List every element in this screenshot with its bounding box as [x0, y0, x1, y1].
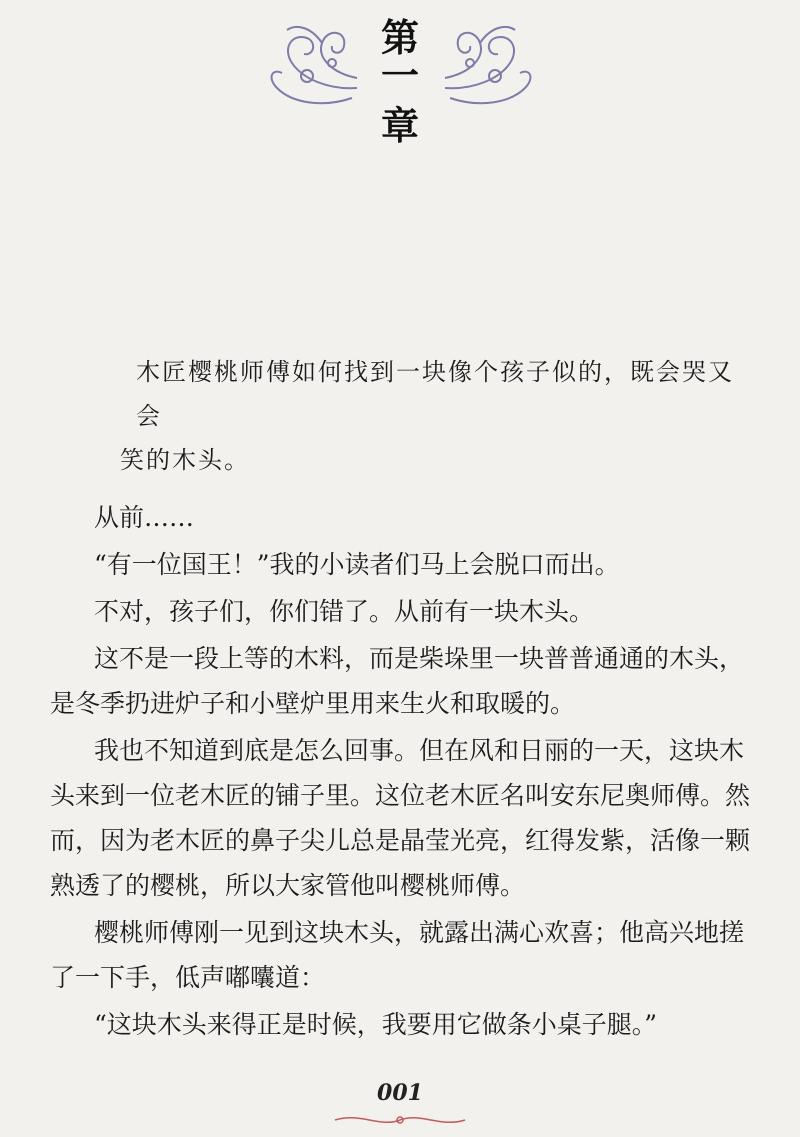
paragraph: 这不是一段上等的木料，而是柴垛里一块普普通通的木头，是冬季扔进炉子和小壁炉里用来生火和取暖的。: [50, 644, 745, 718]
chapter-heading-char-3: 章: [380, 103, 419, 148]
paragraph: 从前……: [94, 503, 195, 532]
chapter-heading-char-1: 第: [380, 15, 419, 60]
page-number: 001: [377, 1080, 423, 1106]
chapter-heading-char-2: 一: [380, 53, 419, 98]
bottom-flourish-ornament: [330, 1110, 470, 1130]
paragraph: “有一位国王！”我的小读者们马上会脱口而出。: [94, 550, 620, 579]
paragraph: 樱桃师傅刚一见到这块木头，就露出满心欢喜；他高兴地搓了一下手，低声嘟囔道：: [50, 918, 745, 992]
paragraph: “这块木头来得正是时候，我要用它做条小桌子腿。”: [94, 1010, 658, 1039]
paragraph: 我也不知道到底是怎么回事。但在风和日丽的一天，这块木头来到一位老木匠的铺子里。这位老木匠名叫安东尼奥师傅。然而，因为老木匠的鼻子尖儿总是晶莹光亮，红得发紫，活像一颗熟透了的樱桃，所以大家管他叫樱桃师傅。: [50, 736, 751, 900]
summary-line-2: 笑的木头。: [120, 446, 250, 474]
summary-line-1: 木匠樱桃师傅如何找到一块像个孩子似的，既会哭又会: [136, 358, 734, 430]
left-scroll-ornament: [262, 18, 362, 118]
body-text: [50, 495, 756, 1047]
paragraph: 不对，孩子们，你们错了。从前有一块木头。: [94, 597, 595, 626]
right-scroll-ornament: [440, 18, 540, 118]
chapter-summary: [120, 350, 736, 482]
